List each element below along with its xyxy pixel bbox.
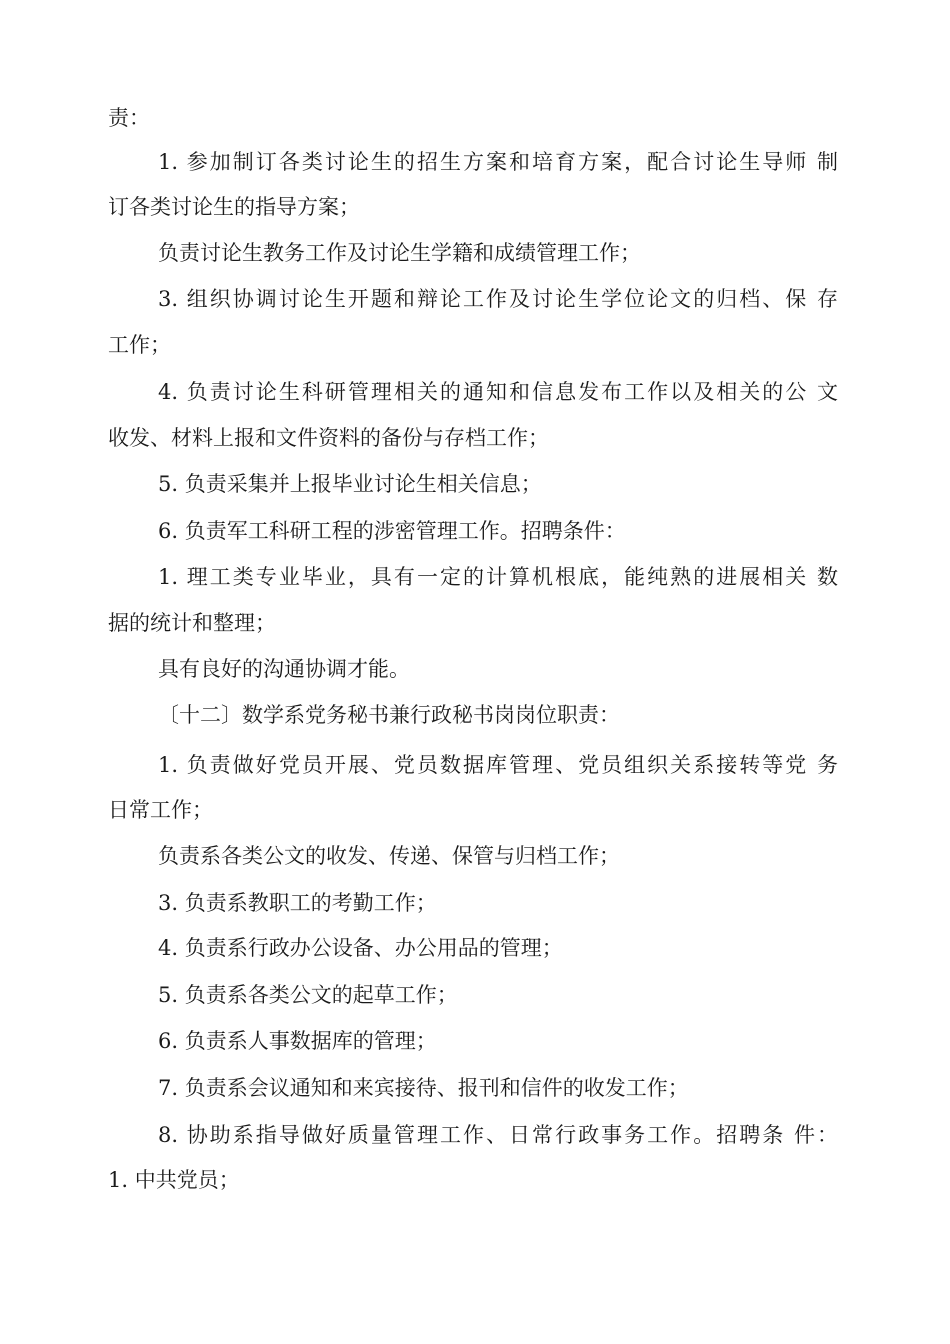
text-line: 责： [108,106,150,130]
text-line: 收发、材料上报和文件资料的备份与存档工作； [108,426,549,450]
text-line: 订各类讨论生的指导方案； [108,195,360,219]
text-line: 负责系各类公文的收发、传递、保管与归档工作； [158,844,620,868]
text-line: 3. 组织协调讨论生开题和辩论工作及讨论生学位论文的归档、保 存 [158,287,838,311]
text-line: 4. 负责讨论生科研管理相关的通知和信息发布工作以及相关的公 文 [158,380,838,404]
text-line: 6. 负责系人事数据库的管理； [158,1029,437,1053]
text-line: 1. 中共党员； [108,1168,240,1192]
text-line: 4. 负责系行政办公设备、办公用品的管理； [158,936,563,960]
text-line: 具有良好的沟通协调才能。 [158,657,410,681]
text-line: 1. 参加制订各类讨论生的招生方案和培育方案，配合讨论生导师 制 [158,150,838,174]
text-line: 7. 负责系会议通知和来宾接待、报刊和信件的收发工作； [158,1076,689,1100]
text-line: 8. 协助系指导做好质量管理工作、日常行政事务工作。招聘条 件： [158,1123,838,1147]
text-line: 据的统计和整理； [108,611,276,635]
text-line: 3. 负责系教职工的考勤工作； [158,891,437,915]
text-line: 工作； [108,333,171,357]
text-line: 1. 负责做好党员开展、党员数据库管理、党员组织关系接转等党 务 [158,753,838,777]
text-line: 日常工作； [108,798,213,822]
text-line: 5. 负责系各类公文的起草工作； [158,983,458,1007]
text-line: 负责讨论生教务工作及讨论生学籍和成绩管理工作； [158,241,641,265]
text-line: 6. 负责军工科研工程的涉密管理工作。招聘条件： [158,519,626,543]
text-line: 〔十二〕数学系党务秘书兼行政秘书岗岗位职责： [158,703,620,727]
text-line: 1. 理工类专业毕业，具有一定的计算机根底，能纯熟的进展相关 数 [158,565,838,589]
text-line: 5. 负责采集并上报毕业讨论生相关信息； [158,472,542,496]
